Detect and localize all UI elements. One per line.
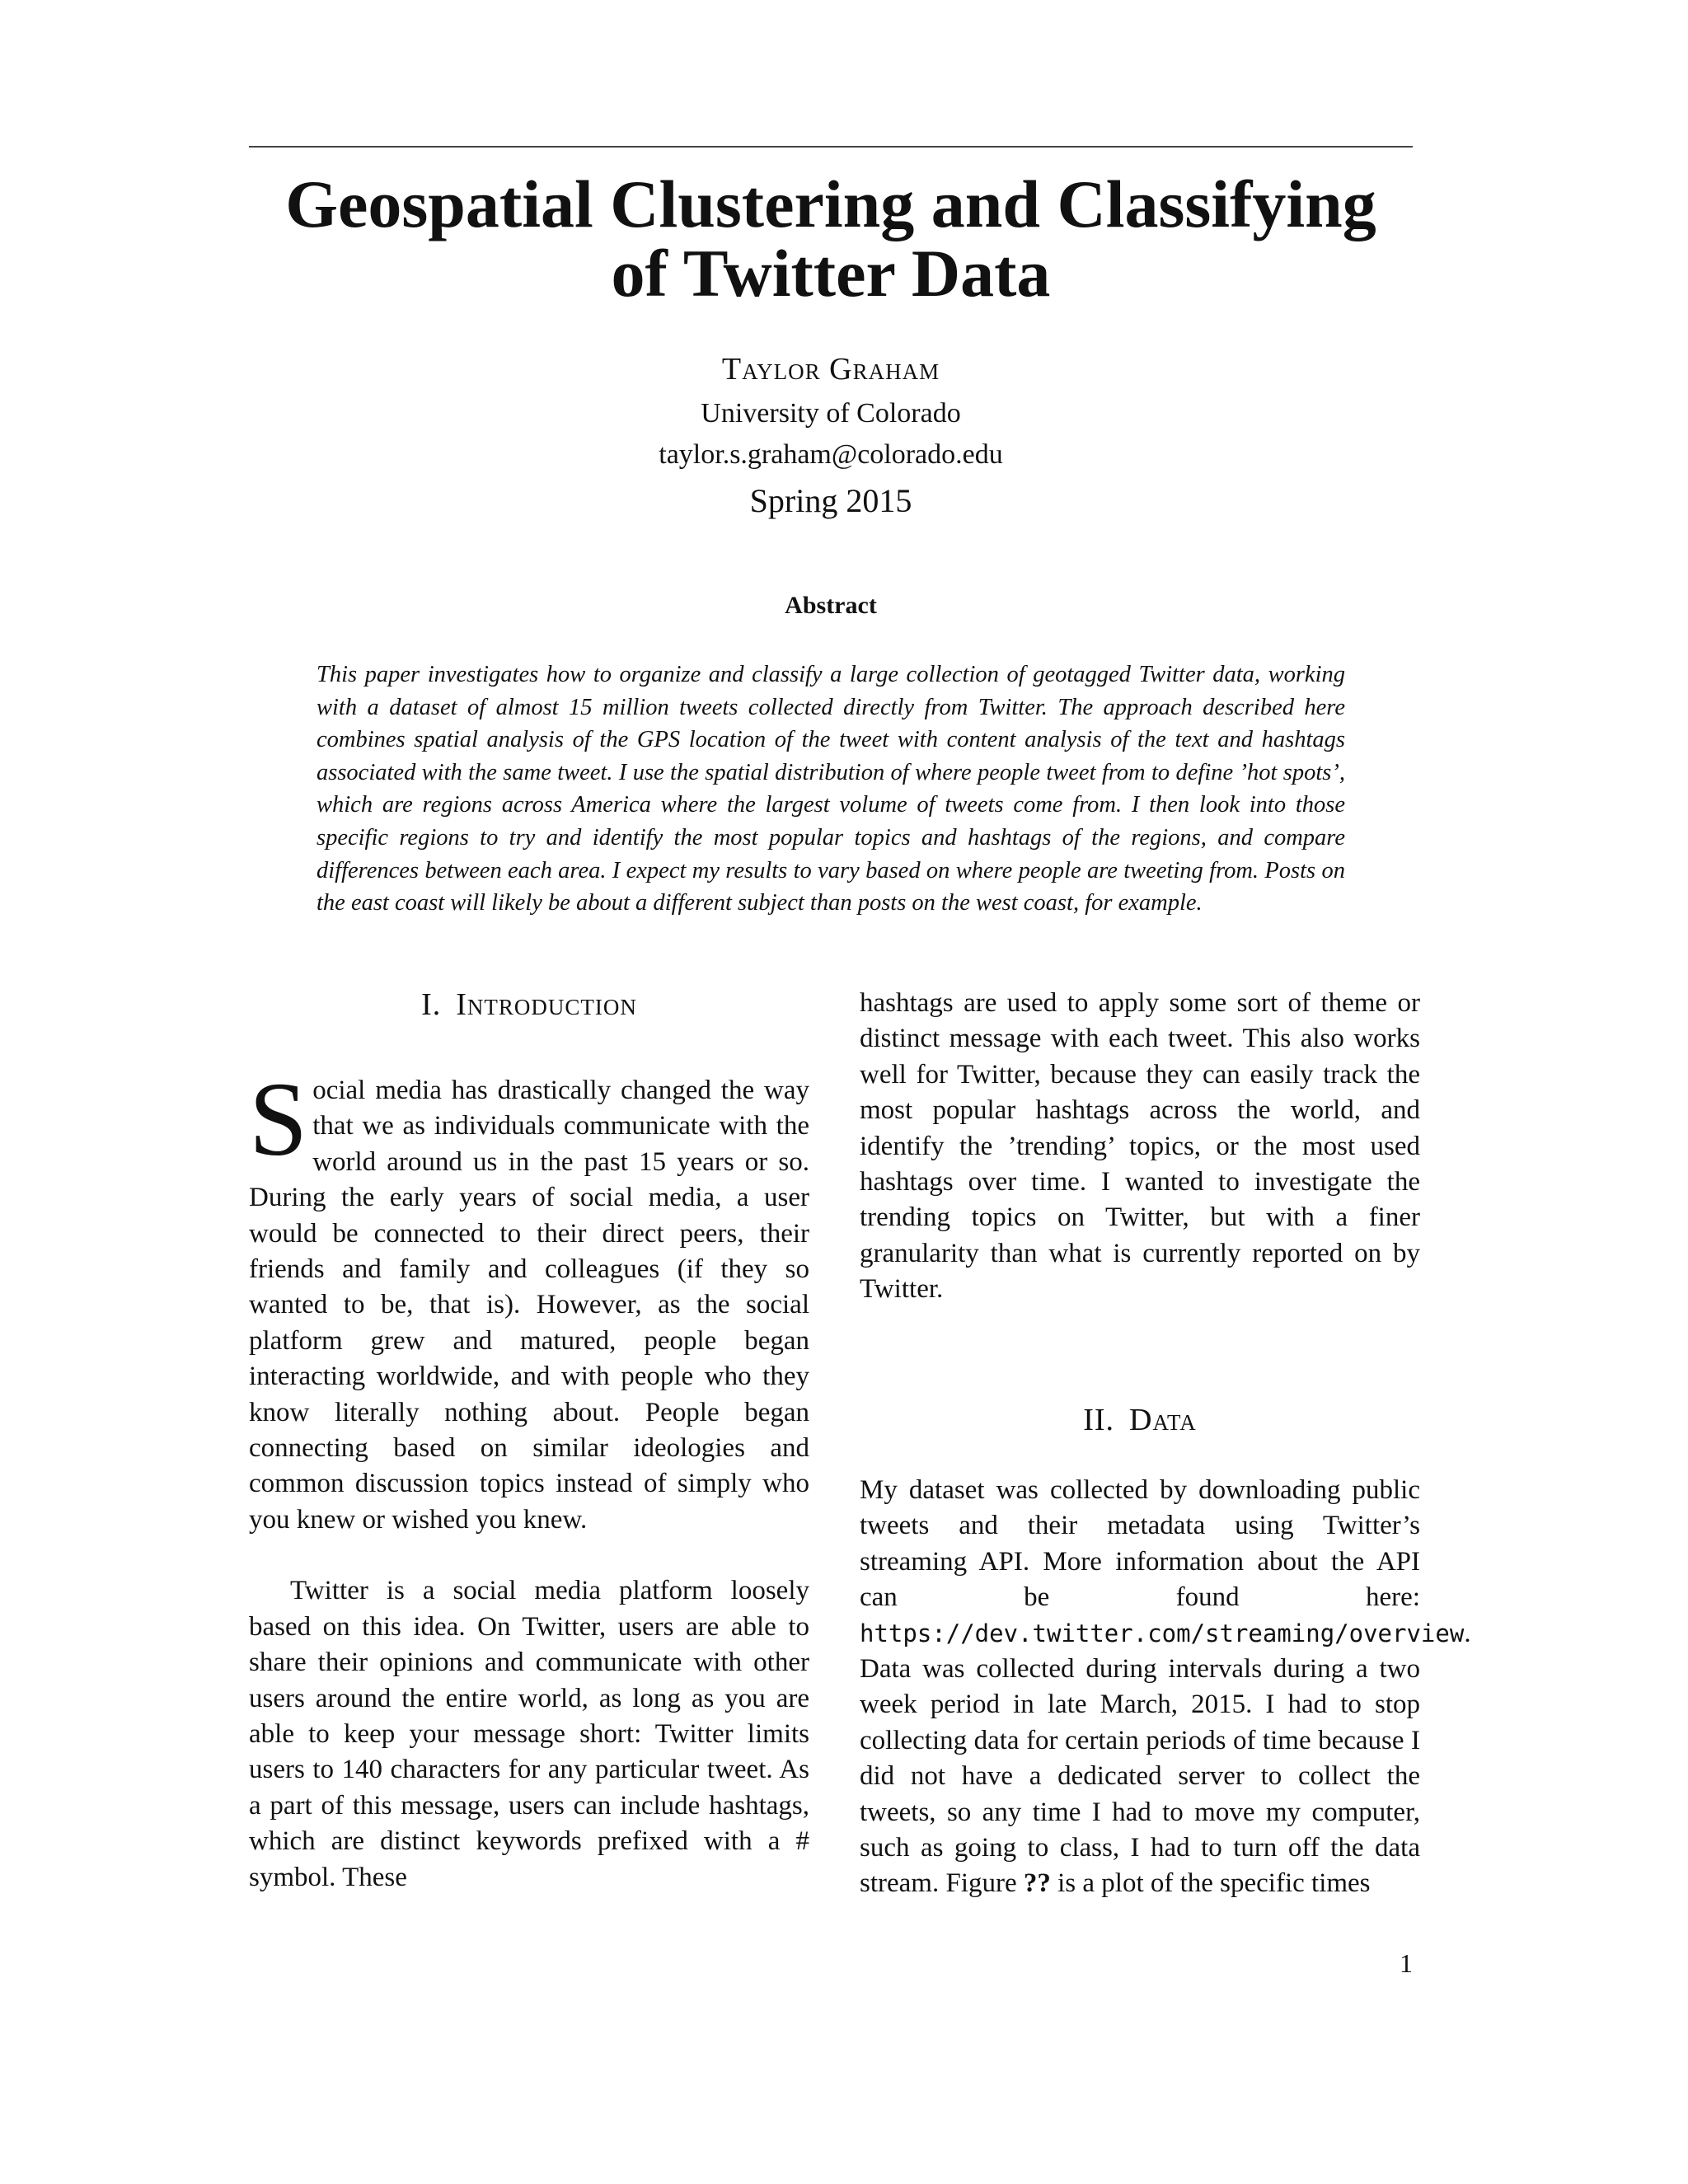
author-name: Taylor Graham	[721, 352, 940, 387]
intro-paragraph-1	[249, 1061, 809, 1538]
section-number: I.	[421, 987, 442, 1022]
figure-reference[interactable]: ??	[1023, 1868, 1051, 1899]
page-number: 1	[1400, 1948, 1413, 1978]
drop-cap: S	[249, 1061, 308, 1178]
title-top-rule	[249, 146, 1413, 148]
data-paragraph	[860, 1473, 1471, 1902]
paper-title	[206, 166, 1456, 311]
section-number: II.	[1083, 1403, 1115, 1437]
intro-paragraph-1-text: ocial media has drastically changed the way that we as individuals communicate with the world around us in the past 15 years or so. During the early years of social media, a user would be connected to their direct peers, their friends and family and colleagues (if they so wanted to be, that is). However, as the social platform grew and matured, people began interacting worldwide, and with people who they know literally nothing about. People began connecting based on similar ideologies and common discussion topics instead of simply who you knew or wished you knew.	[249, 1076, 809, 1535]
section-heading-introduction	[249, 986, 809, 1024]
author-affiliation: University of Colorado	[701, 398, 961, 429]
abstract-heading: Abstract	[785, 592, 877, 619]
paper-date: Spring 2015	[749, 482, 912, 519]
data-text-before-url: My dataset was collected by downloading public tweets and their metadata using Twitter’s streaming API. More information about the API can be found here:	[860, 1475, 1420, 1613]
abstract-text: This paper investigates how to organize and classify a large collection of geotagged Twitter data, working with a dataset of almost 15 million tweets collected directly from Twitter. The approach described here combines spatial analysis of the GPS location of the tweet with content analysis of the text and hashtags associated with the same tweet. I use the spatial distribution of where people tweet from to define ’hot spots’, which are regions across America where the largest volume of tweets come from. I then look into those specific regions to try and identify the most popular topics and hashtags of the regions, and compare differences between each area. I expect my results to vary based on where people are tweeting from. Posts on the east coast will likely be about a different subject than posts on the west coast, for example.	[316, 662, 1345, 916]
author-email: taylor.s.graham@colorado.edu	[659, 439, 1003, 470]
section-title: Introduction	[456, 987, 637, 1022]
right-column-top	[860, 986, 1420, 1308]
data-text-after-url: . Data was collected during intervals during a two week period in late March, 2015. I had to stop collecting data for certain periods of time because I did not have a dedicated server to collect the tweets, so any time I had to move my computer, such as going to class, I had to turn off the data stream. Figure	[860, 1618, 1471, 1899]
api-url-link[interactable]: https://dev.twitter.com/streaming/overview	[860, 1619, 1465, 1647]
intro-paragraph-2: Twitter is a social media platform loosely based on this idea. On Twitter, users are able to share their opinions and communicate with other users around the entire world, as long as you are able to keep your message short: Twitter limits users to 140 characters for any particular tweet. As a part of this message, users can include hashtags, which are distinct keywords prefixed with a # symbol. These	[249, 1576, 809, 1892]
data-text-after-ref: is a plot of the specific times	[1050, 1868, 1371, 1899]
title-line-2: of Twitter Data	[611, 236, 1051, 311]
intro-paragraph-2-continued: hashtags are used to apply some sort of theme or distinct message with each tweet. This also works well for Twitter, because they can easily track the most popular hashtags across the world, and identify the ’trending’ topics, or the most used hashtags over time. I wanted to investigate the trending topics on Twitter, but with a finer granularity than what is currently reported on by Twitter.	[860, 988, 1420, 1305]
section-title: Data	[1129, 1403, 1197, 1437]
title-line-1: Geospatial Clustering and Classifying	[285, 166, 1376, 241]
left-column	[249, 1061, 809, 1896]
section-heading-data	[860, 1401, 1420, 1439]
data-section-body	[860, 1473, 1471, 1902]
